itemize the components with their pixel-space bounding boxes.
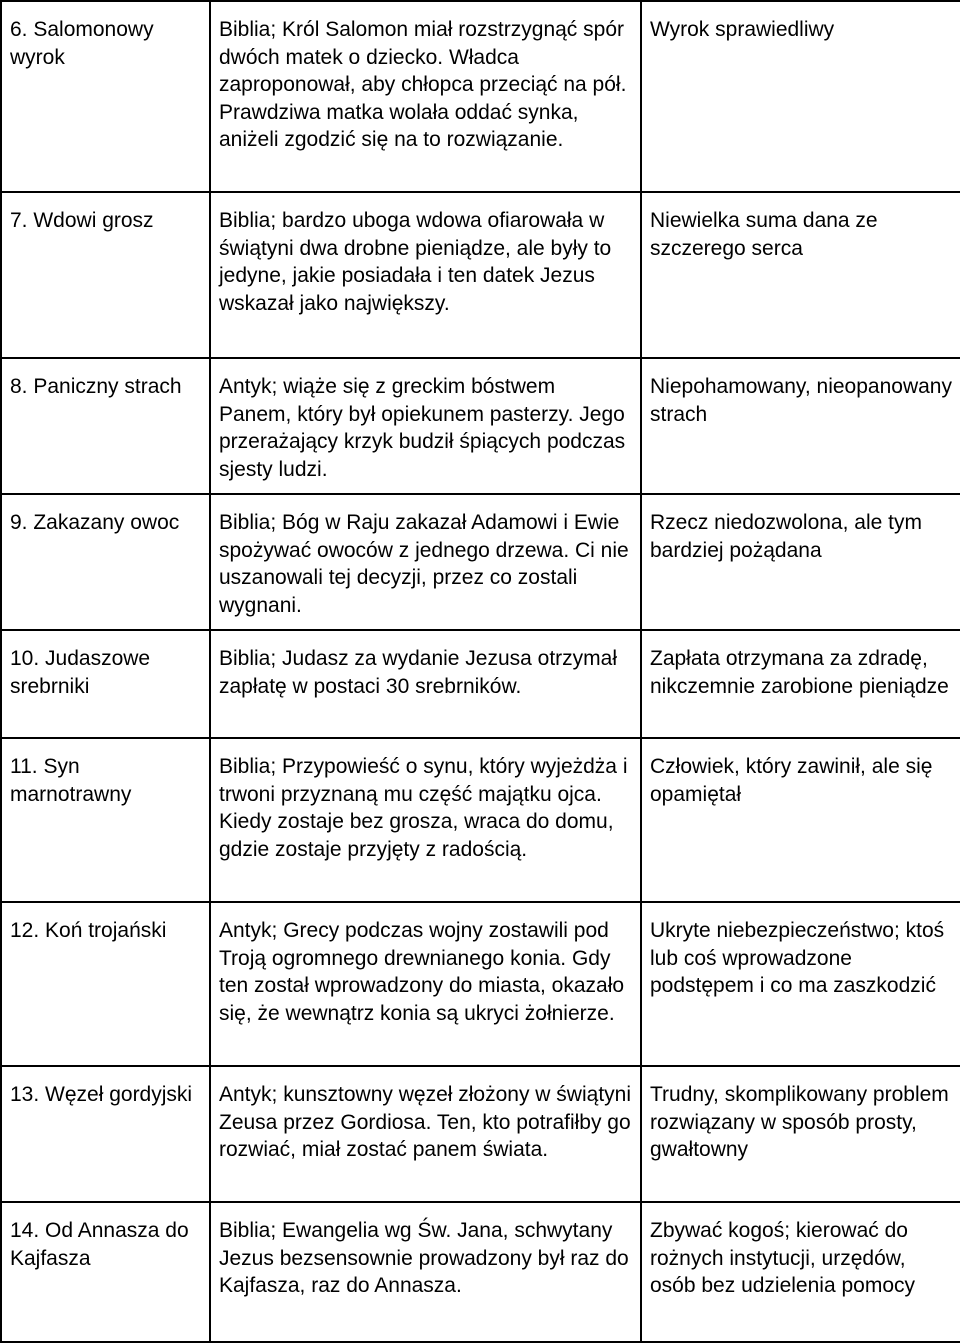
table-row [1,738,960,902]
meaning-cell: Człowiek, który zawinił, ale się opamiętał [641,738,960,902]
origin-cell: Biblia; Bóg w Raju zakazał Adamowi i Ewie spożywać owoców z jednego drzewa. Ci nie uszanowali tej decyzji, przez co zostali wygnani. [210,494,641,630]
term-cell: 13. Węzeł gordyjski [1,1066,210,1202]
origin-cell: Biblia; Przypowieść o synu, który wyjeżdża i trwoni przyznaną mu część majątku ojca. Kiedy zostaje bez grosza, wraca do domu, gdzie zostaje przyjęty z radością. [210,738,641,902]
table-row [1,902,960,1066]
meaning-cell: Wyrok sprawiedliwy [641,1,960,192]
origin-cell: Antyk; Grecy podczas wojny zostawili pod Troją ogromnego drewnianego konia. Gdy ten został wprowadzony do miasta, okazało się, że wewnątrz konia są ukryci żołnierze. [210,902,641,1066]
table-row [1,358,960,494]
table-row [1,192,960,358]
meaning-cell: Rzecz niedozwolona, ale tym bardziej pożądana [641,494,960,630]
term-cell: 6. Salomonowy wyrok [1,1,210,192]
meaning-cell: Niepohamowany, nieopanowany strach [641,358,960,494]
origin-cell: Biblia; Król Salomon miał rozstrzygnąć spór dwóch matek o dziecko. Władca zaproponował, aby chłopca przeciąć na pół. Prawdziwa matka wolała oddać synka, aniżeli zgodzić się na to rozwiązanie. [210,1,641,192]
meaning-cell: Ukryte niebezpieczeństwo; ktoś lub coś wprowadzone podstępem i co ma zaszkodzić [641,902,960,1066]
table-row [1,1202,960,1342]
term-cell: 8. Paniczny strach [1,358,210,494]
origin-cell: Antyk; kunsztowny węzeł złożony w świątyni Zeusa przez Gordiosa. Ten, kto potrafiłby go rozwiać, miał zostać panem świata. [210,1066,641,1202]
term-cell: 7. Wdowi grosz [1,192,210,358]
term-cell: 11. Syn marnotrawny [1,738,210,902]
table-row [1,1,960,192]
origin-cell: Biblia; Ewangelia wg Św. Jana, schwytany Jezus bezsensownie prowadzony był raz do Kajfasza, raz do Annasza. [210,1202,641,1342]
origin-cell: Biblia; Judasz za wydanie Jezusa otrzymał zapłatę w postaci 30 srebrników. [210,630,641,738]
origin-cell: Biblia; bardzo uboga wdowa ofiarowała w świątyni dwa drobne pieniądze, ale były to jedyne, jakie posiadała i ten datek Jezus wskazał jako największy. [210,192,641,358]
meaning-cell: Zbywać kogoś; kierować do rożnych instytucji, urzędów, osób bez udzielenia pomocy [641,1202,960,1342]
meaning-cell: Niewielka suma dana ze szczerego serca [641,192,960,358]
table-row [1,630,960,738]
term-cell: 14. Od Annasza do Kajfasza [1,1202,210,1342]
origin-cell: Antyk; wiąże się z greckim bóstwem Panem, który był opiekunem pasterzy. Jego przerażający krzyk budził śpiących podczas sjesty ludzi. [210,358,641,494]
term-cell: 10. Judaszowe srebrniki [1,630,210,738]
term-cell: 12. Koń trojański [1,902,210,1066]
term-cell: 9. Zakazany owoc [1,494,210,630]
meaning-cell: Zapłata otrzymana za zdradę, nikczemnie zarobione pieniądze [641,630,960,738]
meaning-cell: Trudny, skomplikowany problem rozwiązany w sposób prosty, gwałtowny [641,1066,960,1202]
table-row [1,1066,960,1202]
table-row [1,494,960,630]
